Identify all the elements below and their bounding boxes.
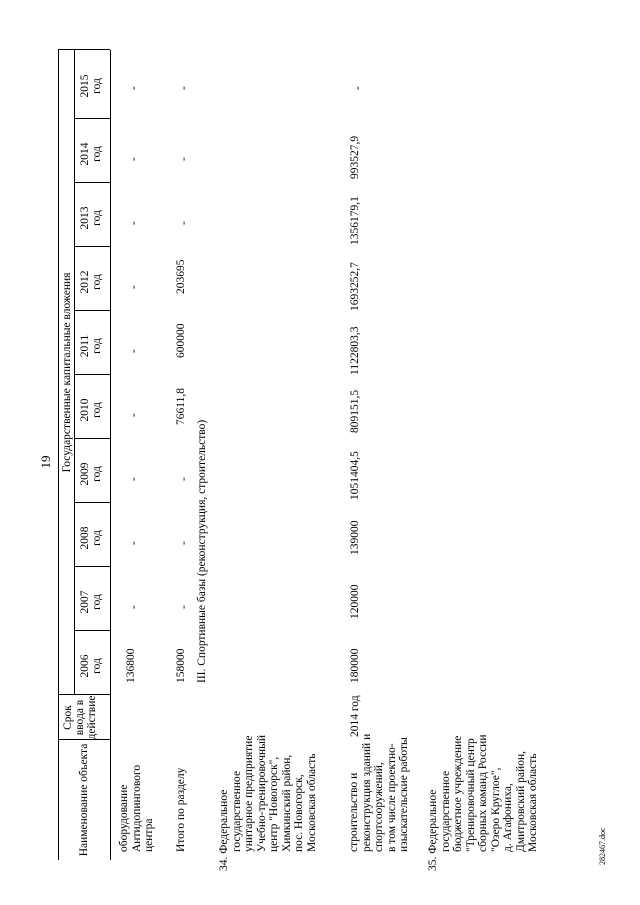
row-total-2015: - (178, 86, 190, 90)
row-construction-2013: 1356179,1 (349, 196, 361, 245)
row-total-2008: - (178, 541, 190, 545)
row-total-2006: 158000 (175, 648, 187, 683)
row-construction-2007: 120000 (349, 584, 361, 619)
row-equipment-name: оборудование Антидопингового центра (118, 764, 155, 852)
section-heading: III. Спортивные базы (реконструкция, строительство) (196, 419, 208, 683)
header-year-2010: 2010 год (79, 398, 103, 422)
row-construction-2010: 809151,5 (349, 389, 361, 433)
row-34-name: 34. Федеральное государственное унитарное предприятие Учебно-тренировочный центр "Новогорск", Химкинский район, пос. Новогорск, Московская область (218, 734, 318, 871)
row-construction-term: 2014 год (349, 695, 361, 737)
row-equipment-2011: - (128, 349, 140, 353)
row-construction-2012: 1693252,7 (349, 262, 361, 311)
header-object-name: Наименование объекта (78, 743, 90, 857)
page-number: 19 (38, 455, 53, 469)
header-commissioning-line-2: ввода в (74, 699, 86, 736)
header-bottom-border (110, 50, 111, 860)
row-equipment-2015: - (128, 86, 140, 90)
row-total-2007: - (178, 605, 190, 609)
header-year-2011: 2011 год (79, 334, 103, 358)
row-equipment-2012: - (128, 285, 140, 289)
row-total-2011: 600000 (175, 323, 187, 358)
header-year-2006: 2006 год (79, 654, 103, 678)
row-total-2012: 203695 (175, 259, 187, 294)
row-construction-2009: 1051404,5 (349, 451, 361, 500)
header-year-2015: 2015 год (79, 74, 103, 98)
col-divider-2008 (74, 566, 110, 567)
col-divider-2011 (74, 374, 110, 375)
row-equipment-2014: - (128, 157, 140, 161)
header-year-2014: 2014 год (79, 142, 103, 166)
row-equipment-2007: - (128, 605, 140, 609)
row-equipment-2013: - (128, 221, 140, 225)
row-total-name: Итого по разделу (175, 767, 187, 852)
col-divider-2009 (74, 502, 110, 503)
row-construction-2008: 139000 (349, 520, 361, 555)
col-divider-2010 (74, 438, 110, 439)
header-year-2012: 2012 год (79, 270, 103, 294)
col-divider-2013 (74, 246, 110, 247)
header-year-2008: 2008 год (79, 526, 103, 550)
col-divider-2015 (74, 118, 110, 119)
header-year-2007: 2007 год (79, 590, 103, 614)
header-year-2009: 2009 год (79, 462, 103, 486)
row-equipment-2010: - (128, 413, 140, 417)
row-construction-2011: 1122803,3 (349, 326, 361, 375)
row-equipment-2006: 136800 (125, 648, 137, 683)
row-equipment-2009: - (128, 477, 140, 481)
row-total-2014: - (178, 157, 190, 161)
row-35-name: 35. Федеральное государственное бюджетное учреждение "Тренировочный центр сборных команд России "Озеро Круглое", д. Агафониха, Дмитровский район, Московская область (427, 734, 539, 871)
row-equipment-2008: - (128, 541, 140, 545)
row-construction-2006: 180000 (349, 648, 361, 683)
header-commissioning-line-1: Срок (62, 705, 74, 730)
col-divider-2007 (74, 630, 110, 631)
col-divider-2014 (74, 182, 110, 183)
row-total-2009: - (178, 477, 190, 481)
row-construction-2014: 993527,9 (349, 135, 361, 179)
col-divider-2012 (74, 310, 110, 311)
row-construction-name: строительство и реконструкция зданий и спортсооружений, в том числе проектно- изыскательские работы (348, 733, 410, 852)
header-commissioning-line-3: действие (86, 695, 98, 740)
doc-footer: 282467.doc (598, 827, 607, 865)
years-group-divider (74, 50, 75, 695)
header-year-2013: 2013 год (79, 206, 103, 230)
row-construction-2015: - (352, 86, 364, 90)
header-investments-group: Государственные капитальные вложения (61, 272, 73, 473)
row-total-2013: - (178, 221, 190, 225)
row-total-2010: 76611,8 (175, 388, 187, 425)
